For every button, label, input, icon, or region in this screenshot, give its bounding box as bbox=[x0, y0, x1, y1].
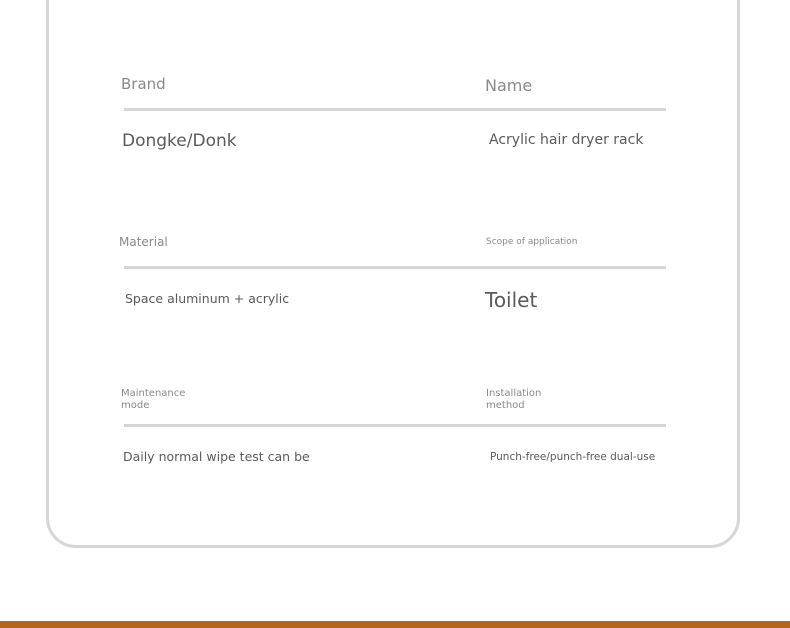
maintenance-label-line-1: Maintenance bbox=[121, 388, 186, 399]
installation-label bbox=[486, 388, 541, 412]
brand-value: Dongke/Donk bbox=[122, 131, 237, 151]
brand-label: Brand bbox=[121, 75, 166, 93]
maintenance-label-line-2: mode bbox=[121, 400, 150, 411]
scope-label: Scope of application bbox=[486, 237, 578, 247]
row-3-divider bbox=[124, 424, 666, 427]
material-value: Space aluminum + acrylic bbox=[125, 291, 290, 306]
maintenance-value: Daily normal wipe test can be bbox=[123, 449, 310, 464]
scope-value: Toilet bbox=[485, 288, 538, 312]
installation-label-line-1: Installation bbox=[486, 388, 542, 399]
installation-label-line-2: method bbox=[486, 400, 525, 411]
row-1-divider bbox=[124, 108, 666, 111]
row-2-divider bbox=[124, 266, 666, 269]
installation-value: Punch-free/punch-free dual-use bbox=[490, 451, 656, 463]
name-value: Acrylic hair dryer rack bbox=[489, 132, 644, 148]
material-label: Material bbox=[119, 235, 168, 249]
name-label: Name bbox=[485, 76, 533, 95]
accent-bar bbox=[0, 621, 790, 628]
maintenance-label bbox=[121, 388, 185, 412]
